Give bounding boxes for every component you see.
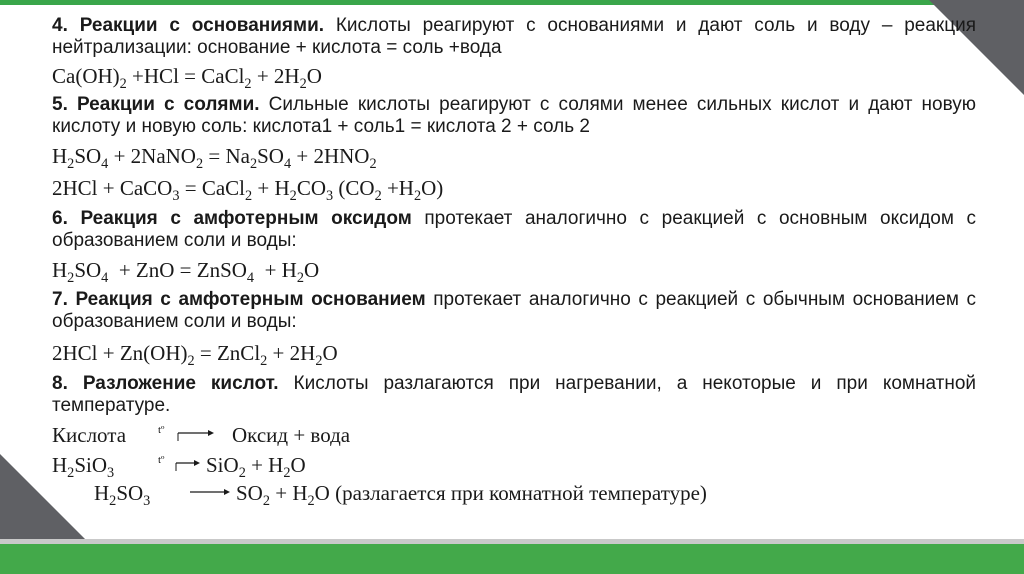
eq-part: + 2NaNO (108, 144, 196, 168)
eq-part: Оксид + вода (232, 423, 351, 447)
equation-hcl-zn-oh2 (52, 341, 976, 369)
paragraph-amphoteric-oxide (52, 208, 976, 252)
eq-part: + H (245, 453, 284, 478)
eq-sub: 2 (307, 493, 315, 510)
paragraph-number: 4. (52, 15, 68, 36)
eq-sub: 2 (187, 352, 195, 369)
paragraph-title: Реакция с амфотерным основанием (75, 289, 426, 310)
eq-sub: 2 (119, 75, 127, 92)
eq-sub: 2 (289, 187, 297, 204)
eq-sub: 2 (244, 75, 252, 92)
paragraph-bases (52, 15, 976, 59)
paragraph-text: протекает аналогично с реакцией с обычным основанием с образованием соли и воды: (52, 289, 976, 332)
arrow-condition-label: tº (158, 424, 165, 437)
eq-sub: 2 (260, 352, 268, 369)
eq-sub: 2 (67, 269, 75, 286)
eq-sub: 4 (101, 269, 109, 286)
paragraph-amphoteric-base (52, 289, 976, 333)
eq-sub: 2 (67, 465, 75, 482)
eq-part: SO (257, 144, 284, 168)
right-arrow-icon (190, 488, 236, 504)
eq-sub: 2 (195, 155, 204, 172)
equation-acid-decomposition-general (52, 423, 976, 447)
eq-part: +H (381, 176, 414, 200)
eq-part: + 2H (251, 64, 300, 88)
paragraph-title: Реакция с амфотерным оксидом (80, 208, 412, 229)
equation-hcl-caco3 (52, 176, 976, 204)
eq-sub: 3 (143, 493, 151, 510)
eq-part: + 2HNO (291, 144, 370, 168)
paragraph-number: 6. (52, 208, 68, 229)
reaction-arrow (156, 424, 226, 447)
eq-part: O) (421, 176, 444, 200)
right-arrow-icon (156, 459, 206, 475)
eq-sub: 4 (246, 269, 255, 286)
eq-part: + H (252, 176, 290, 200)
paragraph-number: 5. (52, 94, 68, 115)
paragraph-salts (52, 94, 976, 138)
eq-sub: 2 (315, 352, 323, 369)
paragraph-title: Реакции с солями. (76, 94, 260, 115)
equation-h2sio3 (52, 453, 976, 482)
eq-part: H (52, 144, 68, 168)
eq-part: = Na (203, 144, 250, 168)
eq-sub: 3 (107, 465, 115, 482)
eq-sub: 2 (262, 493, 270, 510)
eq-part: H (94, 481, 110, 506)
eq-part: + H (254, 258, 297, 282)
paragraph-number: 8. (52, 373, 68, 394)
eq-sub: 2 (296, 269, 304, 286)
eq-part: Ca(OH) (52, 64, 120, 88)
eq-part: H (52, 258, 68, 282)
eq-sub: 2 (245, 187, 253, 204)
eq-part: (CO (333, 176, 375, 200)
equation-h2so3 (52, 481, 976, 510)
eq-part: O (303, 258, 320, 282)
paragraph-number: 7. (52, 289, 68, 310)
arrow-condition-label: tº (158, 454, 165, 467)
eq-sub: 3 (172, 187, 180, 204)
equation-h2so4-zno (52, 258, 976, 286)
eq-sub: 2 (413, 187, 422, 204)
equation-h2so4-nano2 (52, 144, 976, 172)
reaction-arrow (156, 454, 206, 477)
paragraph-text: Сильные кислоты реагируют с солями менее сильных кислот и дают новую кислоту и новую соль: кислота1 + соль1 = кислота 2 + соль 2 (52, 94, 977, 137)
eq-part: SO (74, 144, 102, 168)
paragraph-text: протекает аналогично с реакцией с основным оксидом с образованием соли и воды: (52, 208, 977, 251)
eq-part: SiO (74, 453, 107, 478)
eq-sub: 2 (299, 75, 307, 92)
eq-sub: 2 (374, 187, 382, 204)
eq-part: SO (116, 481, 144, 506)
eq-sub: 2 (67, 155, 75, 172)
eq-sub: 4 (101, 155, 109, 172)
eq-part: = ZnCl (194, 341, 261, 365)
eq-part: +HCl = CaCl (126, 64, 245, 88)
equation-ca-oh2-hcl (52, 64, 976, 92)
eq-sub: 2 (283, 465, 291, 482)
reaction-arrow (190, 486, 236, 506)
eq-part: + ZnO = ZnSO (108, 258, 247, 282)
paragraph-decomposition (52, 373, 976, 417)
top-accent-bar (0, 0, 1024, 5)
eq-part: SiO (206, 453, 239, 478)
eq-part: 2HCl + Zn(OH) (52, 341, 188, 365)
eq-part: H (52, 453, 68, 478)
eq-part: SO (74, 258, 102, 282)
eq-sub: 3 (326, 187, 334, 204)
eq-part: SO (236, 481, 263, 506)
eq-part: O (322, 341, 338, 365)
eq-sub: 2 (249, 155, 258, 172)
eq-part: = CaCl (179, 176, 246, 200)
eq-part: 2HCl + CaCO (52, 176, 173, 200)
eq-part: O (306, 64, 322, 88)
paragraph-title: Разложение кислот. (82, 373, 279, 394)
eq-sub: 4 (283, 155, 292, 172)
paragraph-text: Кислоты реагируют с основаниями и дают соль и воду – реакция нейтрализации: основание + кислота = соль +вода (52, 15, 977, 58)
eq-part: Кислота (52, 423, 127, 447)
eq-part: O (290, 453, 306, 478)
bottom-accent-bar (0, 544, 1024, 574)
eq-part: + 2H (267, 341, 316, 365)
paragraph-text: Кислоты разлагаются при нагревании, а некоторые и при комнатной температуре. (52, 373, 976, 416)
eq-part: O (разлагается при комнатной температуре) (314, 481, 707, 506)
eq-sub: 2 (238, 465, 246, 482)
paragraph-title: Реакции с основаниями. (79, 15, 325, 36)
eq-part: CO (296, 176, 326, 200)
eq-left-group (94, 481, 190, 510)
eq-part: + H (270, 481, 308, 506)
slide-content (52, 12, 977, 510)
eq-left-group (52, 453, 156, 482)
right-arrow-icon (156, 429, 226, 445)
eq-sub: 2 (369, 155, 377, 172)
eq-sub: 2 (109, 493, 117, 510)
